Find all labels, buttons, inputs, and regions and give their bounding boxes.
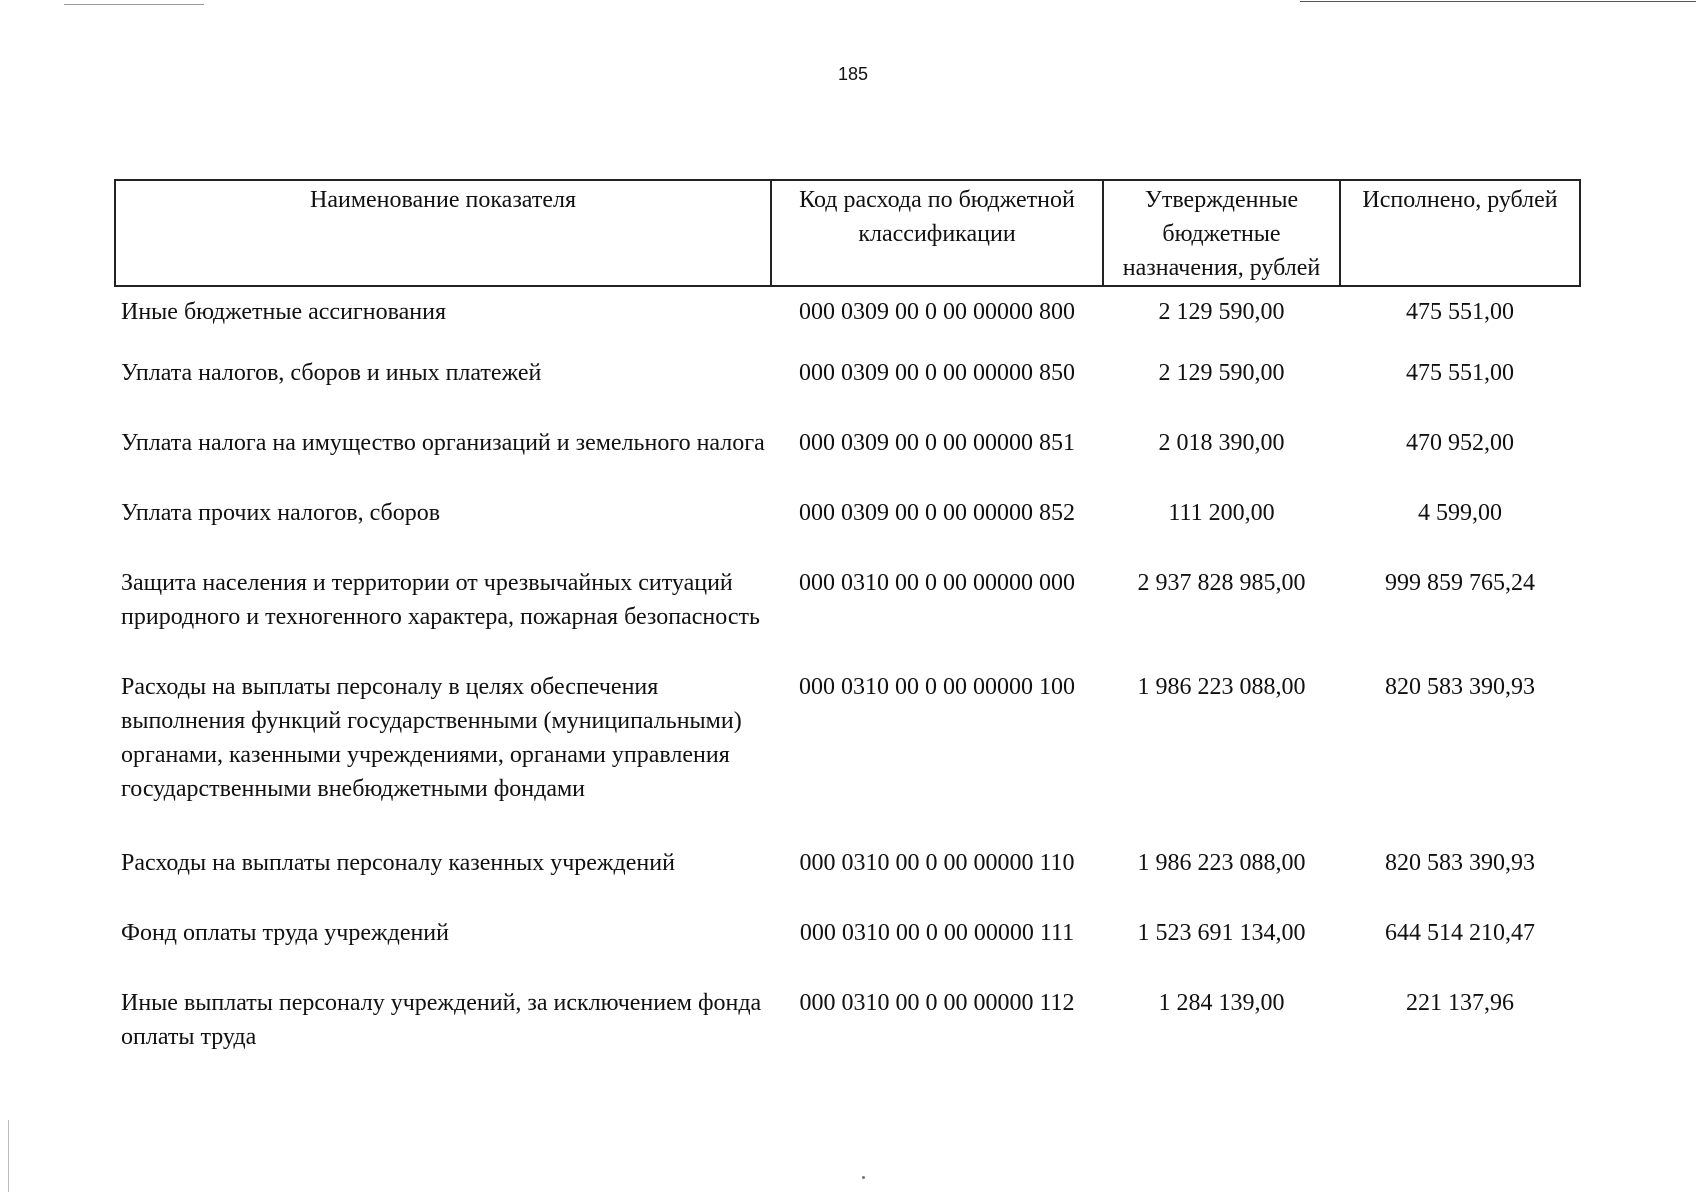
- header-approved-amount: Утвержденные бюджетные назначения, рублей: [1103, 180, 1340, 286]
- row-approved: 1 986 223 088,00: [1137, 674, 1306, 700]
- row-executed: 644 514 210,47: [1385, 920, 1535, 946]
- table-row: [115, 846, 1580, 916]
- table-row: [115, 986, 1580, 1056]
- table-row: [115, 566, 1580, 670]
- row-executed: 820 583 390,93: [1385, 674, 1535, 700]
- row-name: Уплата налогов, сборов и иных платежей: [121, 360, 542, 386]
- row-executed: 475 551,00: [1406, 360, 1514, 386]
- row-name: Уплата прочих налогов, сборов: [121, 500, 441, 526]
- row-name: Расходы на выплаты персоналу казенных учреждений: [121, 850, 675, 876]
- row-approved: 2 129 590,00: [1158, 360, 1285, 386]
- row-approved: 111 200,00: [1168, 500, 1275, 526]
- row-approved: 1 986 223 088,00: [1137, 850, 1306, 876]
- row-executed: 820 583 390,93: [1385, 850, 1535, 876]
- row-code: 000 0309 00 0 00 00000 850: [799, 360, 1075, 386]
- row-approved: 2 129 590,00: [1158, 299, 1285, 325]
- header-expense-code: Код расхода по бюджетной классификации: [771, 180, 1103, 286]
- row-approved: 2 937 828 985,00: [1137, 570, 1306, 596]
- row-code: 000 0310 00 0 00 00000 111: [799, 920, 1075, 946]
- budget-table: [114, 179, 1581, 1056]
- row-code: 000 0310 00 0 00 00000 000: [799, 570, 1075, 596]
- table-row: [115, 286, 1580, 356]
- header-indicator-name: Наименование показателя: [115, 180, 771, 286]
- table-row: [115, 496, 1580, 566]
- header-executed-amount: Исполнено, рублей: [1340, 180, 1580, 286]
- row-name: Уплата налога на имущество организаций и земельного налога: [121, 430, 765, 456]
- page-number: 185: [837, 64, 869, 84]
- row-code: 000 0310 00 0 00 00000 110: [799, 850, 1075, 876]
- table-row: [115, 356, 1580, 426]
- row-code: 000 0309 00 0 00 00000 852: [799, 500, 1075, 526]
- scan-artifact-line: [1300, 1, 1696, 2]
- row-name: Фонд оплаты труда учреждений: [121, 920, 449, 946]
- row-approved: 1 284 139,00: [1158, 990, 1285, 1016]
- row-executed: 475 551,00: [1406, 299, 1514, 325]
- table-row: [115, 916, 1580, 986]
- row-code: 000 0309 00 0 00 00000 851: [799, 430, 1075, 456]
- row-code: 000 0309 00 0 00 00000 800: [799, 299, 1075, 325]
- scan-artifact-line: [64, 4, 204, 5]
- row-name: Расходы на выплаты персоналу в целях обеспечения выполнения функций государственными (муниципальными) органами, казенными учреждениями, органами управления государственными внебюджетными фондами: [121, 674, 742, 802]
- row-name: Защита населения и территории от чрезвычайных ситуаций природного и техногенного характера, пожарная безопасность: [121, 570, 760, 630]
- row-executed: 470 952,00: [1406, 430, 1514, 456]
- row-executed: 221 137,96: [1406, 990, 1514, 1016]
- row-code: 000 0310 00 0 00 00000 100: [799, 674, 1075, 700]
- row-approved: 1 523 691 134,00: [1137, 920, 1306, 946]
- row-name: Иные выплаты персоналу учреждений, за исключением фонда оплаты труда: [121, 990, 762, 1050]
- row-executed: 4 599,00: [1418, 500, 1502, 526]
- row-name: Иные бюджетные ассигнования: [121, 299, 446, 325]
- row-executed: 999 859 765,24: [1385, 570, 1535, 596]
- table-row: [115, 426, 1580, 496]
- table-row: [115, 670, 1580, 846]
- scan-artifact-vline: [8, 1120, 9, 1192]
- scan-artifact-dot: [862, 1176, 865, 1179]
- table-header-row: [115, 180, 1580, 286]
- row-code: 000 0310 00 0 00 00000 112: [799, 990, 1075, 1016]
- row-approved: 2 018 390,00: [1158, 430, 1285, 456]
